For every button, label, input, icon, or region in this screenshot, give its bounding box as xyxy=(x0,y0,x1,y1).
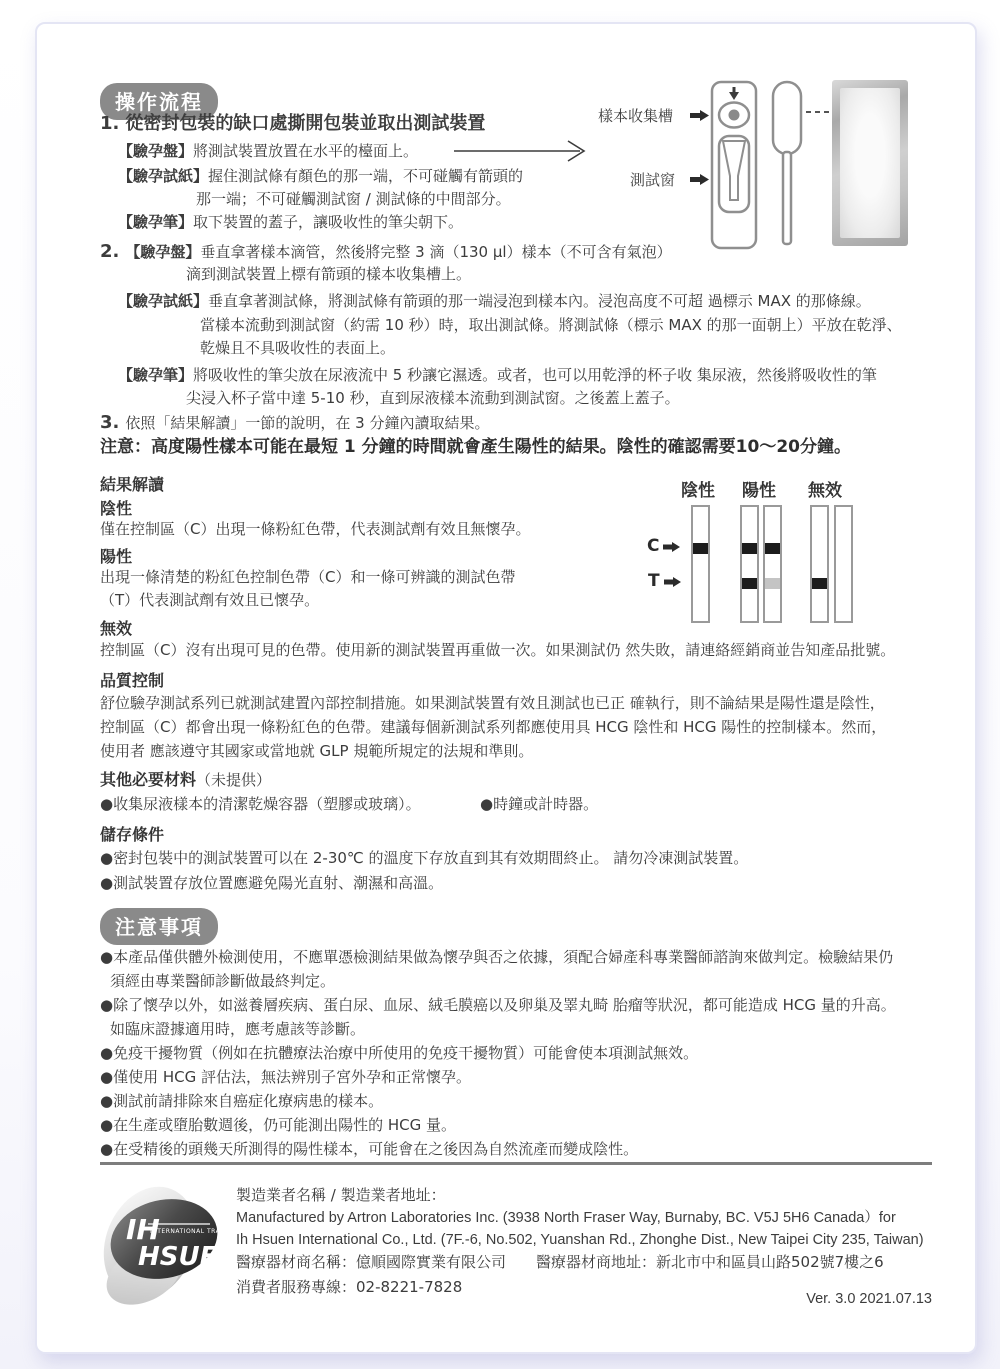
results-heading: 結果解讀 xyxy=(100,475,165,494)
quality-line: 舒位驗孕測試系列已就測試建置內部控制措施。如果測試裝置有效且測試也已正 確執行，則不論結果是陽性還是陰性， xyxy=(100,694,885,712)
c-line-marker: C xyxy=(647,536,681,557)
step2-line: 尖浸入杯子當中達 5-10 秒，直到尿液樣本流動到測試窗。之後蓋上蓋子。 xyxy=(186,389,680,407)
right-arrow-icon xyxy=(663,541,681,553)
pointer-arrow xyxy=(452,138,590,164)
manufacturer-label: 製造業者名稱 / 製造業者地址： xyxy=(236,1186,446,1204)
logo-text-ih: IH xyxy=(126,1213,160,1246)
t-band-faint xyxy=(765,578,780,589)
precaution-item: ●免疫干擾物質（例如在抗體療法治療中所使用的免疫干擾物質）可能會使本項測試無效。 xyxy=(100,1044,699,1062)
materials-heading-row: 其他必要材料（未提供） xyxy=(100,770,272,789)
pouch-inner-shine xyxy=(840,88,900,238)
footer-divider xyxy=(100,1162,932,1165)
manufacturer-en: Manufactured by Artron Laboratories Inc. (3938 North Fraser Way, Burnaby, BC. V5J 5H6 Canada）for xyxy=(236,1210,896,1226)
quality-heading: 品質控制 xyxy=(100,671,165,690)
step1-title-row xyxy=(100,113,485,136)
materials-item: ●收集尿液樣本的清潔乾燥容器（塑膠或玻璃）。 xyxy=(100,795,421,813)
column-label-invalid: 無效 xyxy=(808,481,842,501)
step1-number: 1. xyxy=(100,113,120,134)
c-band xyxy=(765,543,780,554)
positive-text: （T）代表測試劑有效且已懷孕。 xyxy=(100,591,320,609)
step1-line: 【驗孕試紙】握住測試條有顏色的那一端，不可碰觸有箭頭的 xyxy=(118,167,524,185)
strip-invalid-t-only xyxy=(810,505,829,623)
storage-heading: 儲存條件 xyxy=(100,825,165,844)
right-arrow-icon xyxy=(690,173,710,186)
strip-positive-strong xyxy=(740,505,759,623)
storage-item: ●密封包裝中的測試裝置可以在 2-30℃ 的溫度下存放直到其有效期間終止。 請勿冷凍測試裝置。 xyxy=(100,849,749,867)
cassette-diagram xyxy=(710,80,758,250)
step2-line: 滴到測試裝置上標有箭頭的樣本收集槽上。 xyxy=(186,265,472,283)
step3-line: 3. 依照「結果解讀」一節的說明，在 3 分鐘內讀取結果。 xyxy=(100,412,490,433)
step1-line: 【驗孕盤】將測試裝置放置在水平的檯面上。 xyxy=(118,142,419,160)
precaution-item-cont: 如臨床證據適用時，應考慮該等診斷。 xyxy=(110,1020,366,1038)
distributor-en: Ih Hsuen International Co., Ltd. (7F.-6, No.502, Yuanshan Rd., Zhonghe Dist., New Taipei City 235, Taiwan) xyxy=(236,1232,924,1248)
device-firm-info: 醫療器材商名稱：億順國際實業有限公司 醫療器材商地址：新北市中和區員山路502號7樓之6 xyxy=(236,1253,884,1271)
strip-positive-faint xyxy=(763,505,782,623)
precaution-item-cont: 須經由專業醫師診斷做最終判定。 xyxy=(110,972,336,990)
quality-line: 控制區（C）都會出現一條粉紅色的色帶。建議每個新測試系列都應使用具 HCG 陰性和 HCG 陽性的控制樣本。然而， xyxy=(100,718,887,736)
foil-pouch-diagram xyxy=(832,80,908,246)
t-band xyxy=(812,578,827,589)
step2-line: 【驗孕試紙】垂直拿著測試條，將測試條有箭頭的那一端浸泡到樣本內。浸泡高度不可超 過標示 MAX 的那條線。 xyxy=(118,292,871,310)
step2-line: 2. 【驗孕盤】垂直拿著樣本滴管，然後將完整 3 滴（130 μl）樣本（不可含有氣泡） xyxy=(100,241,672,262)
column-label-positive: 陽性 xyxy=(742,481,776,501)
invalid-heading: 無效 xyxy=(100,619,133,638)
step2-line: 乾燥且不具吸收性的表面上。 xyxy=(200,339,396,357)
logo-text-sub: INTERNATIONAL TRADE xyxy=(150,1228,230,1235)
strip-negative xyxy=(691,505,710,623)
operation-flow-badge: 操作流程 xyxy=(100,83,218,120)
logo-text-hsuen: HSUEN xyxy=(138,1242,240,1272)
precautions-badge: 注意事項 xyxy=(100,908,218,945)
c-band xyxy=(742,543,757,554)
c-band xyxy=(693,543,708,554)
step1-line: 【驗孕筆】取下裝置的蓋子，讓吸收性的筆尖朝下。 xyxy=(118,213,464,231)
precaution-item: ●除了懷孕以外，如滋養層疾病、蛋白尿、血尿、絨毛膜癌以及卵巢及睪丸畸 胎瘤等狀況，都可能造成 HCG 量的升高。 xyxy=(100,996,896,1014)
right-arrow-icon xyxy=(664,576,682,588)
step2-line: 當樣本流動到測試窗（約需 10 秒）時，取出測試條。將測試條（標示 MAX 的那一面朝上）平放在乾淨、 xyxy=(200,316,902,334)
precaution-item: ●僅使用 HCG 評估法，無法辨別子宮外孕和正常懷孕。 xyxy=(100,1068,472,1086)
negative-text: 僅在控制區（C）出現一條粉紅色帶，代表測試劑有效且無懷孕。 xyxy=(100,520,531,538)
sample-well-label: 樣本收集槽 xyxy=(598,107,674,125)
materials-heading: 其他必要材料 xyxy=(100,770,197,789)
precaution-item: ●在受精後的頭幾天所測得的陽性樣本，可能會在之後因為自然流產而變成陰性。 xyxy=(100,1140,639,1158)
materials-item: ●時鐘或計時器。 xyxy=(480,795,599,813)
t-band xyxy=(742,578,757,589)
invalid-text: 控制區（C）沒有出現可見的色帶。使用新的測試裝置再重做一次。如果測試仍 然失敗，請連絡經銷商並告知產品批號。 xyxy=(100,641,896,659)
positive-text: 出現一條清楚的粉紅色控制色帶（C）和一條可辨識的測試色帶 xyxy=(100,568,516,586)
strip-invalid-blank xyxy=(834,505,853,623)
precaution-item: ●在生產或墮胎數週後，仍可能測出陽性的 HCG 量。 xyxy=(100,1116,457,1134)
precaution-item: ●本產品僅供體外檢測使用，不應單憑檢測結果做為懷孕與否之依據，須配合婦產科專業醫師諮詢來做判定。檢驗結果仍 xyxy=(100,948,894,966)
quality-line: 使用者 應該遵守其國家或當地就 GLP 規範所規定的法規和準則。 xyxy=(100,742,534,760)
t-line-marker: T xyxy=(648,571,682,592)
ih-hsuen-logo xyxy=(100,1183,240,1311)
positive-heading: 陽性 xyxy=(100,547,133,566)
test-window-label: 測試窗 xyxy=(630,171,676,189)
right-arrow-icon xyxy=(690,109,710,122)
version-date: Ver. 3.0 2021.07.13 xyxy=(806,1291,932,1307)
step2-number: 2. xyxy=(100,241,120,262)
negative-heading: 陰性 xyxy=(100,499,133,518)
precaution-item: ●測試前請排除來自癌症化療病患的樣本。 xyxy=(100,1092,384,1110)
dropper-diagram xyxy=(770,80,804,248)
step1-title: 從密封包裝的缺口處撕開包裝並取出測試裝置 xyxy=(125,113,486,134)
attention-note: 注意：高度陽性樣本可能在最短 1 分鐘的時間就會產生陽性的結果。陰性的確認需要10～20分鐘。 xyxy=(100,437,851,457)
step1-line: 那一端；不可碰觸測試窗 / 測試條的中間部分。 xyxy=(196,190,511,208)
storage-item: ●測試裝置存放位置應避免陽光直射、潮濕和高溫。 xyxy=(100,874,444,892)
step2-line: 【驗孕筆】將吸收性的筆尖放在尿液流中 5 秒讓它濕透。或者，也可以用乾淨的杯子收 集尿液，然後將吸收性的筆 xyxy=(118,366,877,384)
column-label-negative: 陰性 xyxy=(681,481,715,501)
step3-number: 3. xyxy=(100,412,120,433)
service-hotline: 消費者服務專線：02-8221-7828 xyxy=(236,1278,463,1296)
